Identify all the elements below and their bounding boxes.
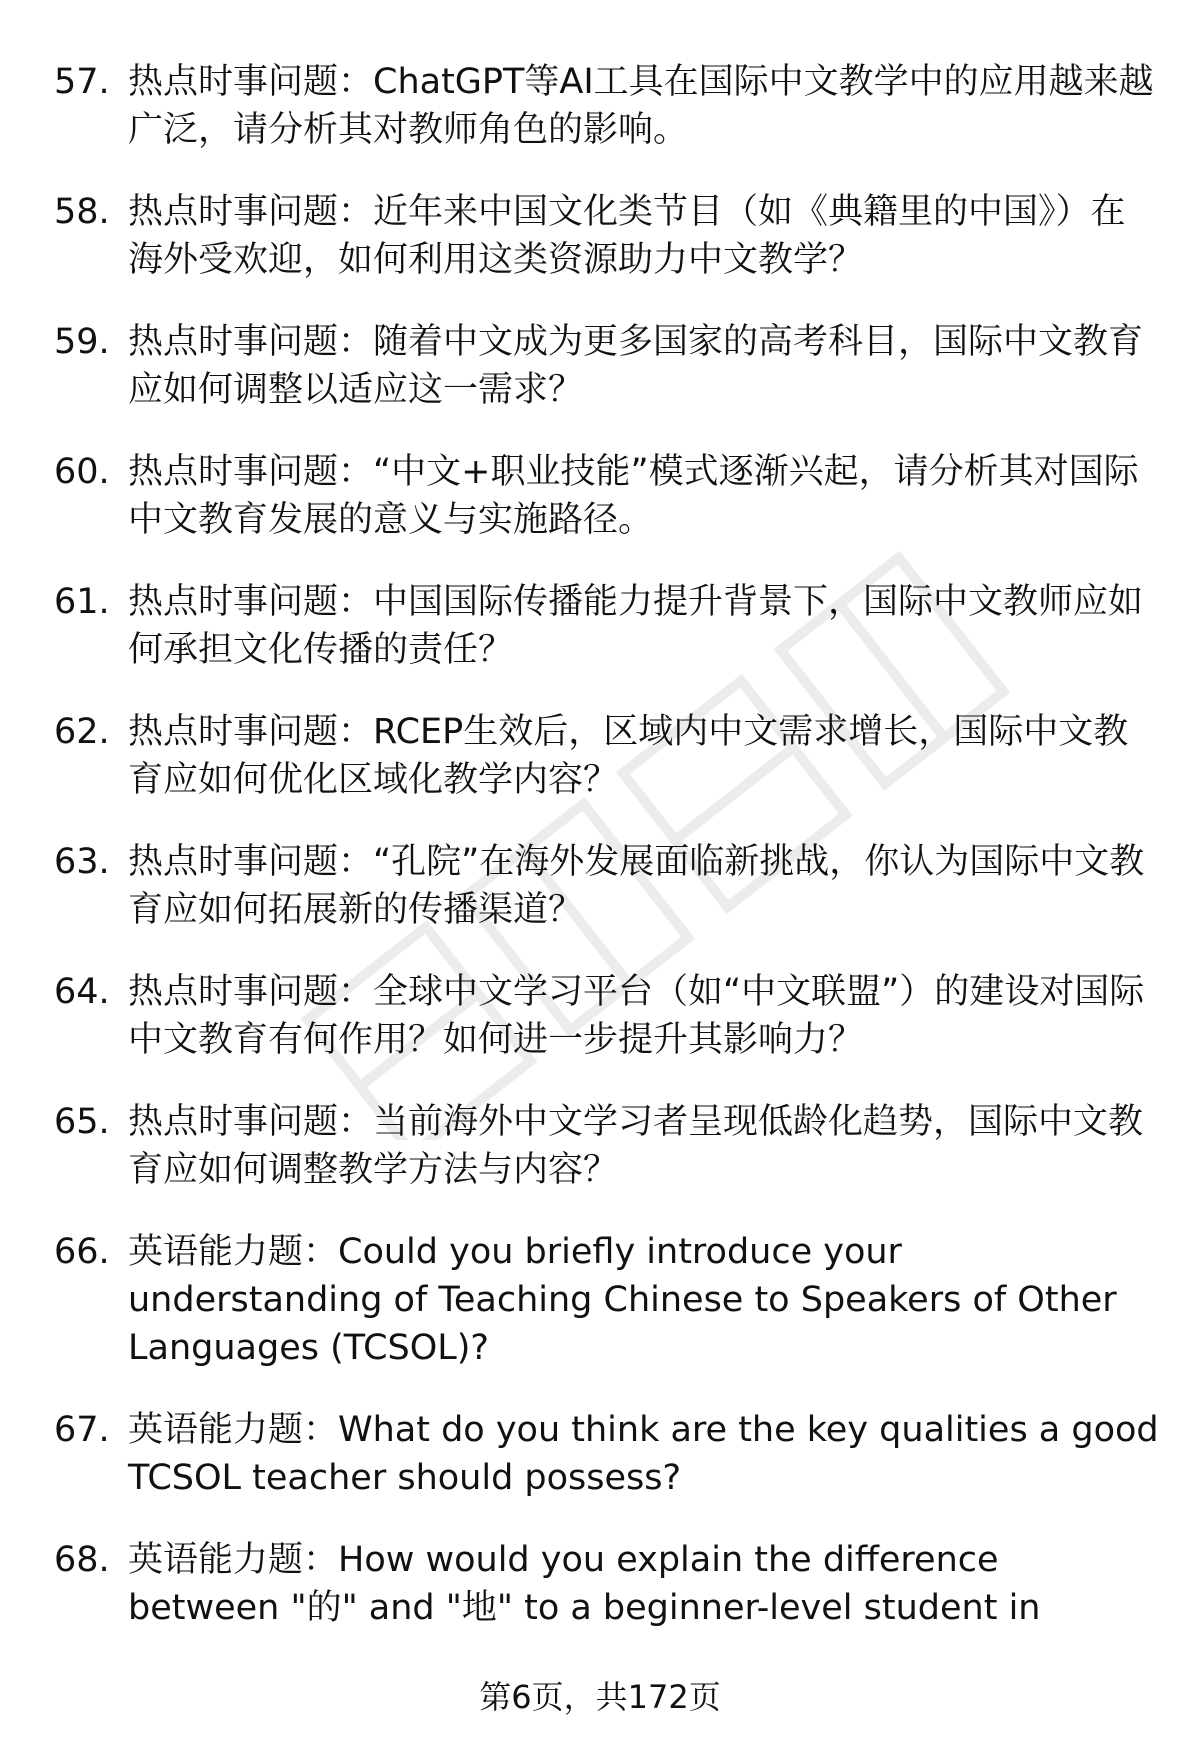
question-number: 68. [54,1540,110,1580]
question-number: 58. [54,192,110,232]
list-item [0,708,1200,804]
list-item [0,58,1200,154]
question-text: 英语能力题：How would you explain the difference between "的" and "地" to a beginner-level student in [128,1540,1041,1628]
question-number: 67. [54,1410,110,1450]
question-number: 65. [54,1102,110,1142]
list-item [0,1406,1200,1502]
list-item [0,578,1200,674]
list-item [0,1536,1200,1632]
question-text: 热点时事问题：当前海外中文学习者呈现低龄化趋势，国际中文教育应如何调整教学方法与内容？ [128,1102,1144,1190]
list-item [0,188,1200,284]
question-text: 英语能力题：What do you think are the key qualities a good TCSOL teacher should possess? [128,1410,1159,1498]
question-number: 57. [54,62,110,102]
question-number: 66. [54,1232,110,1272]
question-text: 热点时事问题：ChatGPT等AI工具在国际中文教学中的应用越来越广泛，请分析其对教师角色的影响。 [128,62,1154,150]
question-text: 热点时事问题：“孔院”在海外发展面临新挑战，你认为国际中文教育应如何拓展新的传播渠道？ [128,842,1145,930]
list-item [0,448,1200,544]
question-text: 热点时事问题：RCEP生效后，区域内中文需求增长，国际中文教育应如何优化区域化教学内容？ [128,712,1129,800]
list-item [0,1098,1200,1194]
question-number: 60. [54,452,110,492]
list-item [0,968,1200,1064]
list-item [0,318,1200,414]
list-item [0,1228,1200,1372]
question-number: 62. [54,712,110,752]
question-number: 61. [54,582,110,622]
question-text: 英语能力题：Could you briefly introduce your understanding of Teaching Chinese to Speakers of Other Languages (TCSOL)? [128,1232,1117,1368]
question-number: 64. [54,972,110,1012]
question-list [0,58,1200,1666]
question-number: 59. [54,322,110,362]
list-item [0,838,1200,934]
question-text: 热点时事问题：“中文+职业技能”模式逐渐兴起，请分析其对国际中文教育发展的意义与实施路径。 [128,452,1139,540]
question-text: 热点时事问题：近年来中国文化类节目（如《典籍里的中国》）在海外受欢迎，如何利用这类资源助力中文教学？ [128,192,1126,280]
question-number: 63. [54,842,110,882]
question-text: 热点时事问题：随着中文成为更多国家的高考科目，国际中文教育应如何调整以适应这一需求？ [128,322,1144,410]
question-text: 热点时事问题：中国国际传播能力提升背景下，国际中文教师应如何承担文化传播的责任？ [128,582,1144,670]
page-number: 第6页，共172页 [479,1678,721,1716]
question-text: 热点时事问题：全球中文学习平台（如“中文联盟”）的建设对国际中文教育有何作用？如何进一步提升其影响力？ [128,972,1145,1060]
